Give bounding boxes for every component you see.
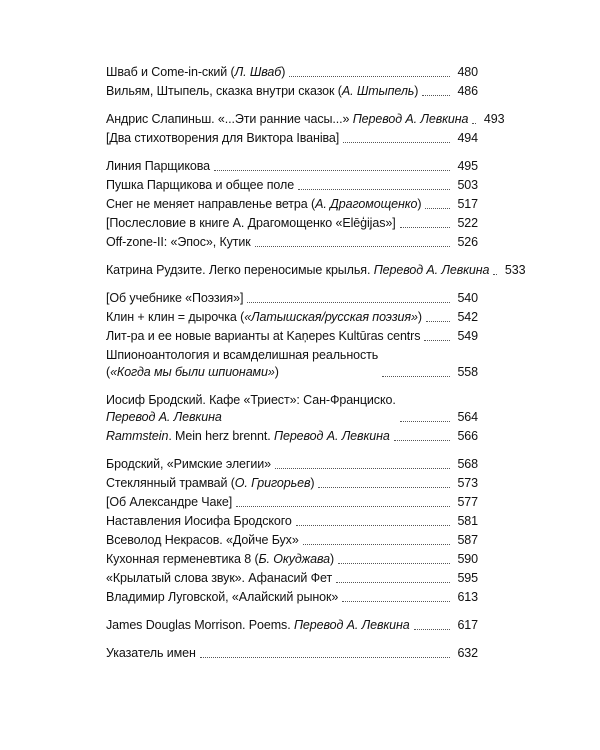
dot-leader [342, 597, 450, 602]
toc-entry[interactable] [106, 428, 478, 445]
toc-section [106, 617, 478, 634]
toc-entry[interactable] [106, 347, 478, 381]
text-fragment: ) [274, 365, 279, 379]
italic-text: «Когда мы были шпионами» [110, 365, 275, 379]
toc-entry[interactable] [106, 645, 478, 662]
italic-text: Перевод А. Левкина [373, 263, 490, 277]
dot-leader [336, 578, 450, 583]
toc-section [106, 111, 505, 147]
text-fragment: Стеклянный трамвай ( [106, 476, 235, 490]
toc-entry-title [106, 392, 396, 426]
toc-entry[interactable] [106, 456, 478, 473]
dot-leader [400, 223, 450, 228]
text-fragment: Катрина Рудзите. Легко переносимые крылья. [106, 263, 374, 277]
page-number: 486 [457, 84, 478, 98]
page-number: 494 [457, 131, 478, 145]
dot-leader [424, 336, 450, 341]
text-fragment: Иосиф Бродский. Кафе «Триест»: Сан-Франциско. [106, 393, 396, 407]
toc-entry-title [106, 262, 489, 279]
italic-text: Перевод А. Левкина [293, 618, 410, 632]
toc-entry[interactable] [106, 392, 478, 426]
text-fragment: [Послесловие в книге А. Драгомощенко «Elēģijas»] [106, 216, 396, 230]
text-fragment: ( [106, 365, 111, 379]
page-number: 595 [457, 571, 478, 585]
page-number: 581 [457, 514, 478, 528]
text-fragment: Всеволод Некрасов. «Дойче Бух» [106, 533, 299, 547]
text-fragment: «Крылатый слова звук». Афанасий Фет [106, 571, 333, 585]
toc-section [106, 262, 526, 279]
text-fragment: Снег не меняет направленье ветра ( [106, 197, 316, 211]
page-number: 517 [457, 197, 478, 211]
toc-entry[interactable] [106, 570, 478, 587]
page-number: 495 [457, 159, 478, 173]
page-number: 542 [457, 310, 478, 324]
toc-entry[interactable] [106, 64, 478, 81]
text-fragment: Пушка Парщикова и общее поле [106, 178, 295, 192]
text-fragment: ) [330, 552, 335, 566]
toc-entry-title [106, 570, 332, 587]
dot-leader [303, 540, 450, 545]
page-number: 549 [457, 329, 478, 343]
toc-entry[interactable] [106, 83, 478, 100]
dot-leader [414, 625, 450, 630]
toc-entry-title [106, 645, 196, 662]
page-number: 632 [457, 646, 478, 660]
toc-entry[interactable] [106, 532, 478, 549]
toc-entry-title [106, 617, 410, 634]
toc-section [106, 456, 478, 606]
page-number: 533 [504, 263, 526, 277]
page-number: 503 [457, 178, 478, 192]
toc-entry[interactable] [106, 196, 478, 213]
text-fragment: Лит-ра и ее новые варианты at Kaņepes Kultūras centrs [106, 329, 421, 343]
toc-entry[interactable] [106, 290, 478, 307]
italic-text: Л. Шваб [234, 65, 282, 79]
dot-leader [426, 317, 450, 322]
toc-entry-title [106, 532, 299, 549]
toc-entry[interactable] [106, 158, 478, 175]
page-number: 558 [457, 365, 478, 379]
text-fragment: [Об учебнике «Поэзия»] [106, 291, 244, 305]
toc-entry[interactable] [106, 475, 478, 492]
toc-entry[interactable] [106, 589, 478, 606]
dot-leader [472, 119, 476, 124]
italic-text: О. Григорьев [234, 476, 311, 490]
toc-entry-title [106, 83, 418, 100]
text-fragment: Кухонная герменевтика 8 ( [106, 552, 259, 566]
dot-leader [200, 653, 450, 658]
text-fragment: . Mein herz brennt. [168, 429, 275, 443]
dot-leader [422, 91, 450, 96]
dot-leader [255, 242, 450, 247]
dot-leader [394, 436, 450, 441]
dot-leader [338, 559, 450, 564]
toc-entry-title [106, 428, 390, 445]
toc-section [106, 392, 478, 445]
dot-leader [493, 270, 497, 275]
toc-entry[interactable] [106, 111, 505, 128]
toc-entry-title-line1 [106, 392, 396, 409]
text-fragment: ) [310, 476, 315, 490]
text-fragment: Бродский, «Римские элегии» [106, 457, 271, 471]
italic-text: А. Штыпель [341, 84, 415, 98]
text-fragment: Линия Парщикова [106, 159, 210, 173]
page-number: 522 [457, 216, 478, 230]
toc-entry-title [106, 177, 294, 194]
toc-entry[interactable] [106, 551, 478, 568]
text-fragment: Клин + клин = дырочка ( [106, 310, 245, 324]
text-fragment: Наставления Иосифа Бродского [106, 514, 292, 528]
italic-text: Rammstein [106, 429, 169, 443]
text-fragment: ) [281, 65, 286, 79]
text-fragment: [Об Александре Чаке] [106, 495, 233, 509]
toc-section [106, 64, 478, 100]
italic-text: Перевод А. Левкина [352, 112, 469, 126]
italic-text: Перевод А. Левкина [274, 429, 390, 443]
toc-entry-title [106, 309, 422, 326]
page-number: 590 [457, 552, 478, 566]
dot-leader [382, 372, 450, 377]
toc-entry-title [106, 347, 378, 381]
text-fragment: Шваб и Come-in-ский ( [106, 65, 235, 79]
toc-entry-title [106, 475, 314, 492]
toc-entry-title [106, 589, 338, 606]
toc-section [106, 158, 478, 251]
toc-entry[interactable] [106, 513, 478, 530]
toc-entry[interactable] [106, 309, 478, 326]
text-fragment: Off-zone-II: «Эпос», Кутик [106, 235, 251, 249]
text-fragment: Указатель имен [106, 646, 196, 660]
italic-text: А. Драгомощенко [315, 197, 418, 211]
toc-section [106, 290, 478, 381]
toc-entry-title [106, 234, 251, 251]
page-number: 577 [457, 495, 478, 509]
dot-leader [289, 72, 450, 77]
toc-entry[interactable] [106, 494, 478, 511]
dot-leader [318, 483, 450, 488]
italic-text: Б. Окуджава [258, 552, 331, 566]
text-fragment: James Douglas Morrison. Poems. [106, 618, 294, 632]
dot-leader [275, 464, 450, 469]
dot-leader [343, 138, 450, 143]
toc-entry-title [106, 551, 334, 568]
italic-text: Перевод А. Левкина [106, 410, 222, 424]
dot-leader [214, 166, 450, 171]
toc-entry-title [106, 494, 232, 511]
dot-leader [247, 298, 450, 303]
dot-leader [296, 521, 450, 526]
toc-entry[interactable] [106, 328, 478, 345]
page-number: 573 [457, 476, 478, 490]
toc-entry-title [106, 290, 243, 307]
toc-entry-title-line1 [106, 347, 378, 364]
page-number: 613 [457, 590, 478, 604]
text-fragment: ) [417, 310, 422, 324]
toc-entry[interactable] [106, 617, 478, 634]
toc-entry-title [106, 64, 285, 81]
toc-entry-title [106, 513, 292, 530]
italic-text: «Латышская/русская поэзия» [244, 310, 418, 324]
page-number: 564 [457, 410, 478, 424]
text-fragment: Владимир Луговской, «Алайский рынок» [106, 590, 339, 604]
text-fragment: Андрис Слапиньш. «...Эти ранние часы...» [106, 112, 353, 126]
toc-entry[interactable] [106, 177, 478, 194]
toc-entry[interactable] [106, 130, 478, 147]
toc-entry-title [106, 215, 396, 232]
text-fragment: Шпионоантология и всамделишная реальность [106, 348, 379, 362]
toc-entry-title [106, 328, 420, 345]
page-number: 480 [457, 65, 478, 79]
toc-section [106, 645, 478, 662]
toc-entry-title [106, 111, 468, 128]
toc-entry[interactable] [106, 234, 478, 251]
text-fragment: [Два стихотворения для Виктора Іваніва] [106, 131, 340, 145]
toc-entry-title [106, 196, 421, 213]
text-fragment: ) [414, 84, 419, 98]
page-number: 568 [457, 457, 478, 471]
page-number: 540 [457, 291, 478, 305]
page-number: 566 [457, 429, 478, 443]
toc-entry-title [106, 130, 339, 147]
dot-leader [425, 204, 450, 209]
page-number: 617 [457, 618, 478, 632]
page-number: 526 [457, 235, 478, 249]
toc-entry-title [106, 456, 271, 473]
dot-leader [400, 417, 450, 422]
toc-entry[interactable] [106, 262, 526, 279]
text-fragment: Вильям, Штыпель, сказка внутри сказок ( [106, 84, 342, 98]
toc-entry-title [106, 158, 210, 175]
table-of-contents [106, 64, 526, 673]
dot-leader [236, 502, 450, 507]
page-number: 493 [483, 112, 505, 126]
text-fragment: ) [417, 197, 422, 211]
page-number: 587 [457, 533, 478, 547]
toc-entry[interactable] [106, 215, 478, 232]
dot-leader [298, 185, 450, 190]
